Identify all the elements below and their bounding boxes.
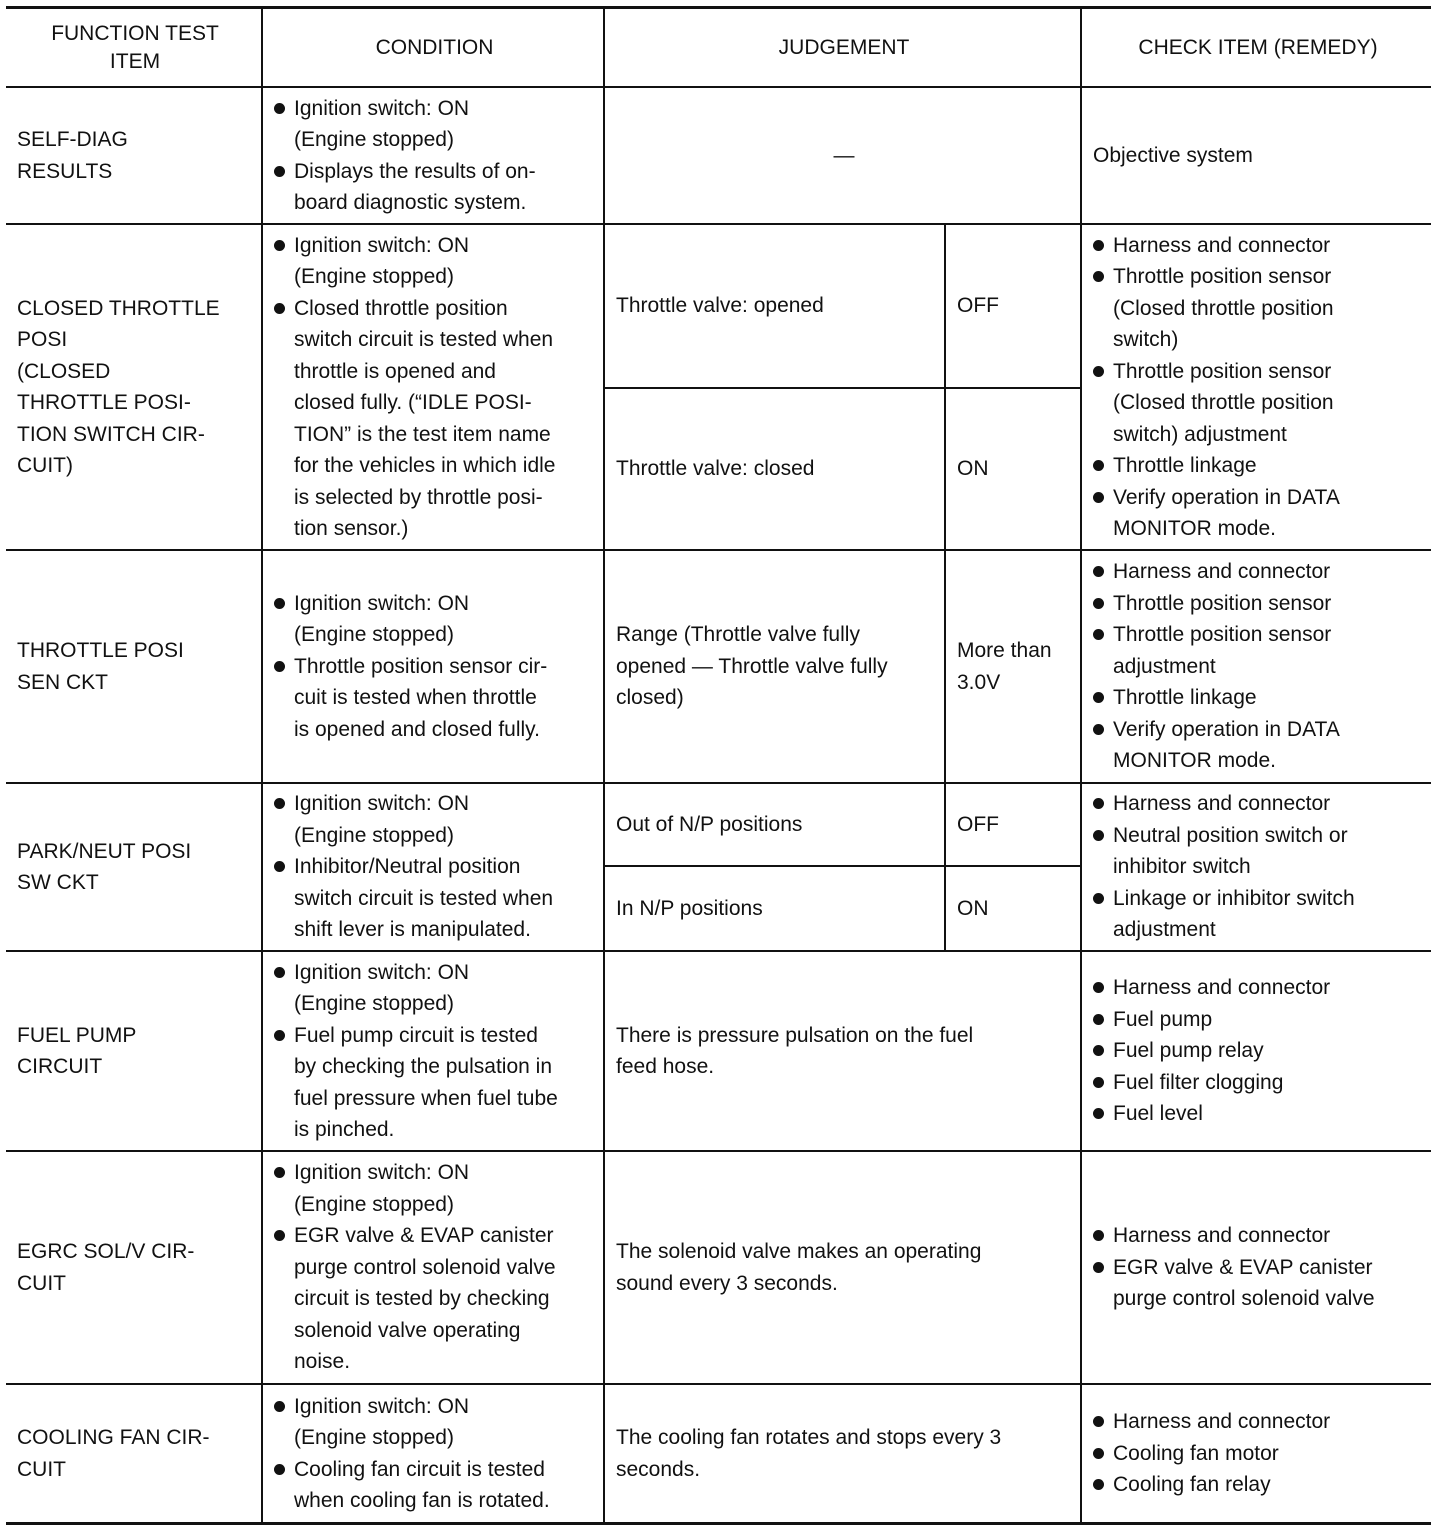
cell-check [1082, 784, 1431, 950]
cell-item: PARK/NEUT POSI SW CKT [17, 839, 192, 894]
cell-check [1082, 551, 1431, 782]
list-item: Harness and connector [1090, 1406, 1330, 1438]
list-item: Throttle position sensor (Closed throttle position switch) [1090, 261, 1340, 356]
cell-item: CLOSED THROTTLE POSI (CLOSED THROTTLE POSI- TION SWITCH CIR- CUIT) [17, 296, 220, 477]
condition-list [263, 230, 559, 545]
cell-condition [263, 952, 603, 1150]
list-item: Fuel pump circuit is tested by checking the pulsation in fuel pressure when fuel tube is pinched. [271, 1020, 558, 1146]
list-item: Closed throttle position switch circuit is tested when throttle is opened and closed fully. (“IDLE POSI- TION” is the test item name for the vehicles in which idle is selected by throttle posi- tion sensor.) [271, 293, 555, 545]
condition-list [263, 93, 540, 219]
list-item: Neutral position switch or inhibitor switch [1090, 820, 1355, 883]
cell-check [1082, 1385, 1431, 1522]
condition-list [263, 957, 562, 1146]
cell-judgement: There is pressure pulsation on the fuel feed hose. [616, 1023, 974, 1078]
check-list [1082, 788, 1359, 946]
function-test-table [6, 6, 1431, 1525]
list-item: EGR valve & EVAP canister purge control solenoid valve [1090, 1252, 1375, 1315]
list-item: Harness and connector [1090, 788, 1355, 820]
cell-condition [263, 225, 603, 549]
cell-item: THROTTLE POSI SEN CKT [17, 639, 184, 694]
cell-item: SELF-DIAG RESULTS [17, 128, 128, 183]
cell-condition [263, 551, 603, 782]
list-item: Verify operation in DATA MONITOR mode. [1090, 714, 1340, 777]
list-item: Throttle position sensor adjustment [1090, 619, 1340, 682]
list-item: Ignition switch: ON (Engine stopped) [271, 588, 547, 651]
cell-check: Objective system [1093, 143, 1253, 167]
condition-list [263, 588, 551, 746]
cell-judgement-result: OFF [957, 812, 999, 836]
cell-judgement: The cooling fan rotates and stops every 3 seconds. [616, 1426, 1002, 1481]
list-item: Harness and connector [1090, 230, 1340, 262]
check-list [1082, 1406, 1334, 1501]
list-item: Cooling fan relay [1090, 1469, 1330, 1501]
list-item: Cooling fan motor [1090, 1438, 1330, 1470]
list-item: Throttle position sensor cir- cuit is tested when throttle is opened and closed fully. [271, 651, 547, 746]
list-item: Throttle linkage [1090, 450, 1340, 482]
list-item: Harness and connector [1090, 556, 1340, 588]
table-bottom-border [6, 1522, 1431, 1525]
list-item: Ignition switch: ON (Engine stopped) [271, 957, 558, 1020]
check-list [1082, 230, 1344, 545]
cell-condition [263, 1385, 603, 1522]
list-item: Throttle position sensor (Closed throttle position switch) adjustment [1090, 356, 1340, 451]
list-item: Fuel filter clogging [1090, 1067, 1330, 1099]
cell-item: EGRC SOL/V CIR- CUIT [17, 1240, 195, 1295]
list-item: EGR valve & EVAP canister purge control solenoid valve circuit is tested by checking solenoid valve operating noise. [271, 1220, 556, 1378]
header-judgement: JUDGEMENT [778, 35, 910, 59]
list-item: Harness and connector [1090, 972, 1330, 1004]
cell-judgement-result: ON [957, 457, 989, 481]
condition-list [263, 788, 557, 946]
cell-judgement-condition: Range (Throttle valve fully opened — Throttle valve fully closed) [616, 623, 888, 710]
cell-check [1082, 952, 1431, 1150]
list-item: Ignition switch: ON (Engine stopped) [271, 93, 536, 156]
condition-list [263, 1391, 554, 1517]
cell-item: FUEL PUMP CIRCUIT [17, 1023, 137, 1078]
cell-judgement-condition: Out of N/P positions [616, 812, 803, 836]
cell-condition [263, 1152, 603, 1383]
check-list [1082, 972, 1334, 1130]
list-item: Ignition switch: ON (Engine stopped) [271, 788, 553, 851]
check-list [1082, 1220, 1379, 1315]
list-item: Linkage or inhibitor switch adjustment [1090, 883, 1355, 946]
list-item: Verify operation in DATA MONITOR mode. [1090, 482, 1340, 545]
cell-judgement-result: More than 3.0V [957, 639, 1052, 694]
list-item: Ignition switch: ON (Engine stopped) [271, 1391, 550, 1454]
cell-check [1082, 225, 1431, 549]
cell-judgement-result: OFF [957, 294, 999, 318]
condition-list [263, 1157, 560, 1378]
cell-condition [263, 784, 603, 950]
list-item: Throttle position sensor [1090, 588, 1340, 620]
cell-check [1082, 1152, 1431, 1383]
list-item: Throttle linkage [1090, 682, 1340, 714]
list-item: Fuel level [1090, 1098, 1330, 1130]
header-check-item: CHECK ITEM (REMEDY) [1138, 35, 1378, 59]
list-item: Fuel pump relay [1090, 1035, 1330, 1067]
cell-judgement-condition: Throttle valve: opened [616, 294, 824, 318]
check-list [1082, 556, 1344, 777]
list-item: Ignition switch: ON (Engine stopped) [271, 1157, 556, 1220]
list-item: Harness and connector [1090, 1220, 1375, 1252]
list-item: Ignition switch: ON (Engine stopped) [271, 230, 555, 293]
cell-judgement-condition: In N/P positions [616, 896, 763, 920]
cell-judgement: The solenoid valve makes an operating sound every 3 seconds. [616, 1240, 982, 1295]
list-item: Inhibitor/Neutral position switch circuit is tested when shift lever is manipulated. [271, 851, 553, 946]
cell-item: COOLING FAN CIR- CUIT [17, 1426, 210, 1481]
cell-judgement-condition: Throttle valve: closed [616, 457, 815, 481]
cell-condition [263, 88, 603, 223]
header-condition: CONDITION [375, 35, 494, 59]
list-item: Displays the results of on- board diagnostic system. [271, 156, 536, 219]
list-item: Cooling fan circuit is tested when cooling fan is rotated. [271, 1454, 550, 1517]
cell-judgement: — [833, 143, 855, 167]
header-function-test-item: FUNCTION TEST ITEM [51, 21, 219, 73]
list-item: Fuel pump [1090, 1004, 1330, 1036]
cell-judgement-result: ON [957, 896, 989, 920]
